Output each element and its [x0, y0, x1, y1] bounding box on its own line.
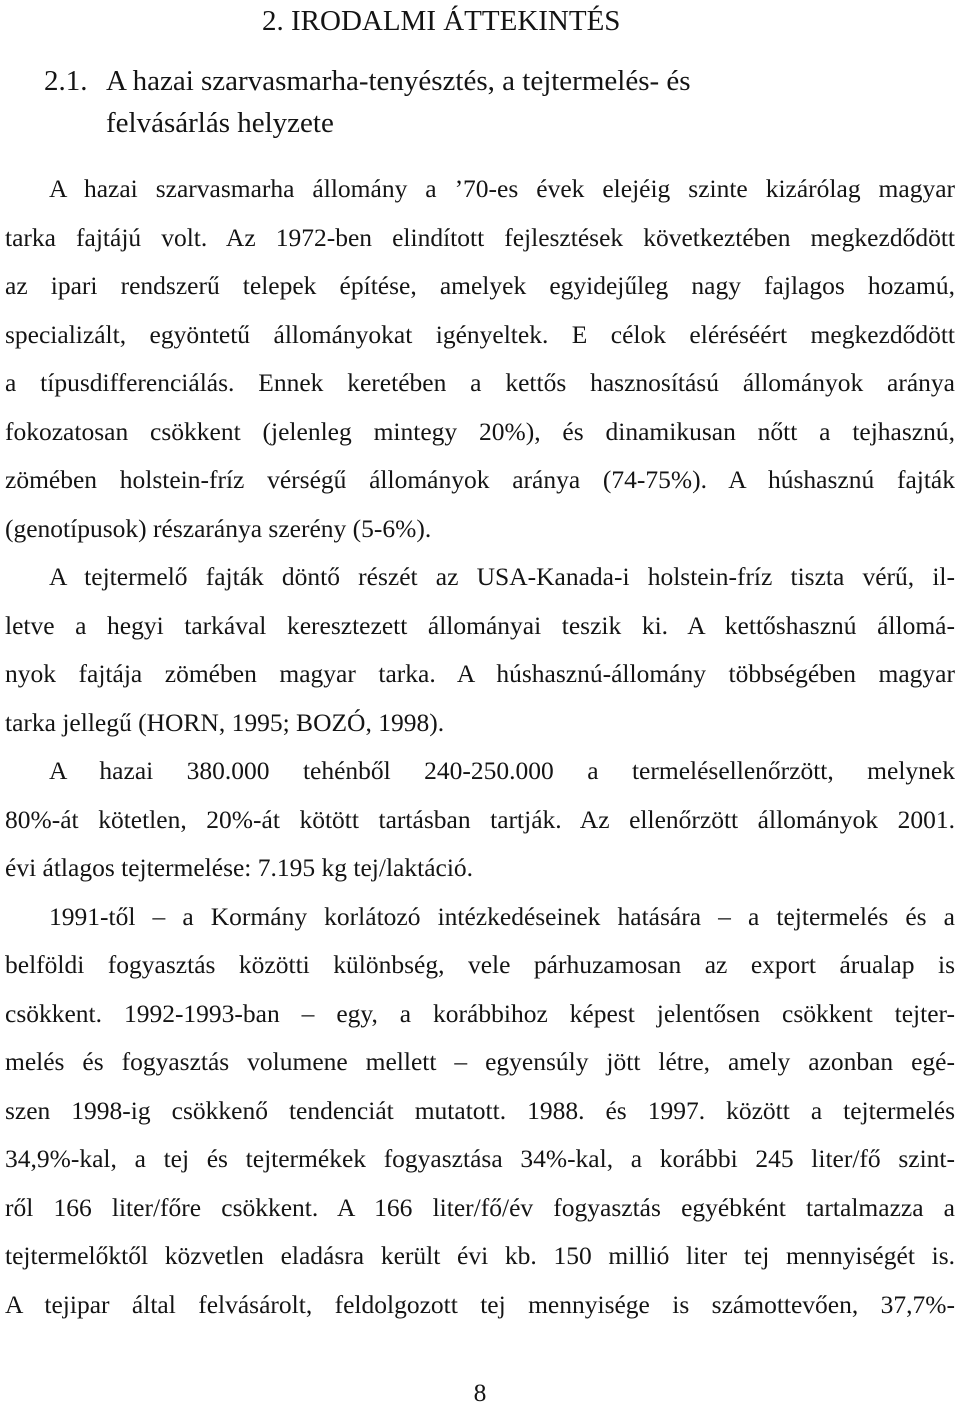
body-line: tarka fajtájú volt. Az 1972-ben elindított fejlesztések következtében megkezdődött: [5, 222, 955, 252]
body-line: letve a hegyi tarkával keresztezett állományai teszik ki. A kettőshasznú állomá-: [5, 610, 955, 640]
body-line: 1991-től – a Kormány korlátozó intézkedéseinek hatására – a tejtermelés és a: [49, 901, 955, 931]
section-title-line: felvásárlás helyzete: [106, 107, 334, 139]
body-line: belföldi fogyasztás közötti különbség, vele párhuzamosan az export árualap is: [5, 950, 955, 979]
section-number: 2.1.: [44, 65, 88, 97]
body-line: szen 1998-ig csökkenő tendenciát mutatott. 1988. és 1997. között a tejtermelés: [5, 1095, 955, 1125]
body-line: ről 166 liter/főre csökkent. A 166 liter/fő/év fogyasztás egyébként tartalmazza a: [5, 1192, 955, 1222]
body-line: zömében holstein-fríz vérségű állományok aránya (74-75%). A húshasznú fajták: [5, 465, 955, 494]
section-title: [106, 64, 691, 148]
body-line: csökkent. 1992-1993-ban – egy, a korábbihoz képest jelentősen csökkent tejter-: [5, 998, 955, 1028]
body-line: a típusdifferenciálás. Ennek keretében a kettős hasznosítású állományok aránya: [5, 368, 955, 397]
body-line: tejtermelőktől közvetlen eladásra került évi kb. 150 millió liter tej mennyiségét is.: [5, 1241, 955, 1270]
body-line: A tejtermelő fajták döntő részét az USA-Kanada-i holstein-fríz tiszta vérű, il-: [49, 562, 955, 591]
body-line: 80%-át kötetlen, 20%-át kötött tartásban tartják. Az ellenőrzött állományok 2001.: [5, 804, 955, 834]
page-number: 8: [473, 1378, 487, 1407]
body-line: specializált, egyöntetű állományokat igényeltek. E célok eléréséért megkezdődött: [5, 319, 955, 349]
body-line: melés és fogyasztás volumene mellett – egyensúly jött létre, amely azonban egé-: [5, 1047, 955, 1076]
body-line: az ipari rendszerű telepek építése, amelyek egyidejűleg nagy fajlagos hozamú,: [5, 271, 955, 300]
body-line: tarka jellegű (HORN, 1995; BOZÓ, 1998).: [5, 707, 445, 737]
body-line: (genotípusok) részaránya szerény (5-6%).: [5, 513, 432, 543]
body-line: 34,9%-kal, a tej és tejtermékek fogyasztása 34%-kal, a korábbi 245 liter/fő szint-: [5, 1144, 955, 1173]
chapter-title: 2. IRODALMI ÁTTEKINTÉS: [262, 5, 621, 37]
body-line: A hazai 380.000 tehénből 240-250.000 a termelésellenőrzött, melynek: [49, 756, 955, 785]
body-line: A tejipar által felvásárolt, feldolgozott tej mennyisége is számottevően, 37,7%-: [5, 1289, 955, 1319]
section-title-line: A hazai szarvasmarha-tenyésztés, a tejtermelés- és: [106, 65, 691, 97]
body-line: nyok fajtája zömében magyar tarka. A húshasznú-állomány többségében magyar: [5, 659, 955, 688]
body-line: A hazai szarvasmarha állomány a ’70-es évek elejéig szinte kizárólag magyar: [49, 174, 955, 203]
body-line: évi átlagos tejtermelése: 7.195 kg tej/laktáció.: [5, 853, 474, 882]
body-line: fokozatosan csökkent (jelenleg mintegy 20%), és dinamikusan nőtt a tejhasznú,: [5, 416, 955, 446]
